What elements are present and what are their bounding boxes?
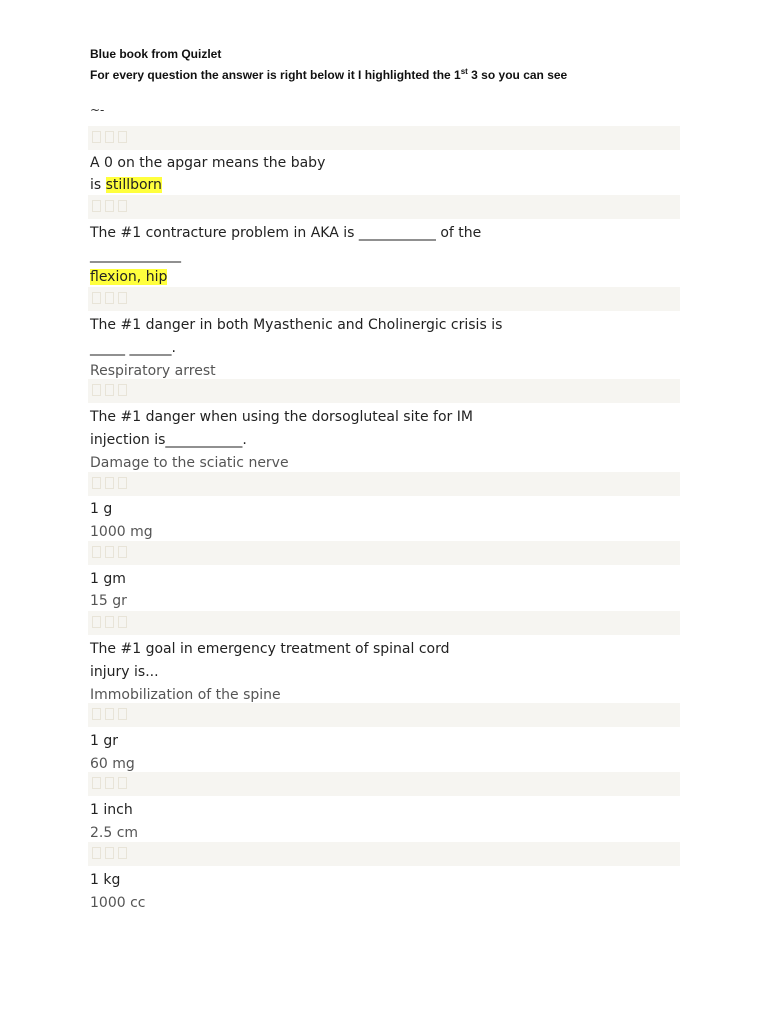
card-question: The #1 goal in emergency treatment of spinal cord	[90, 641, 450, 657]
card-answer: Immobilization of the spine	[90, 687, 281, 703]
document-instructions: For every question the answer is right below it I highlighted the 1st 3 so you can see	[90, 67, 568, 82]
card-separator	[88, 772, 680, 796]
highlighted-answer: flexion, hip	[90, 269, 168, 285]
card-question: 1 inch	[90, 802, 133, 818]
card-question: 1 kg	[90, 872, 121, 888]
card-separator	[88, 541, 680, 565]
card-answer: 1000 cc	[90, 895, 146, 911]
card-answer: 2.5 cm	[90, 825, 139, 841]
card-answer: Damage to the sciatic nerve	[90, 455, 289, 471]
card-question-line2: _____________	[90, 247, 181, 263]
card-answer	[90, 266, 167, 288]
card-separator	[88, 287, 680, 311]
card-question-line2: _____ ______.	[90, 340, 176, 356]
card-question: The #1 danger when using the dorsogluteal site for IM	[90, 409, 473, 425]
card-question: 1 gr	[90, 733, 118, 749]
card-answer: Respiratory arrest	[90, 363, 216, 379]
card-separator	[88, 611, 680, 635]
card-question: The #1 contracture problem in AKA is ___________ of the	[90, 225, 482, 241]
card-question: A 0 on the apgar means the baby	[90, 155, 326, 171]
highlighted-answer: stillborn	[105, 177, 162, 193]
card-question-line2: injection is___________.	[90, 432, 247, 448]
card-question: 1 g	[90, 501, 113, 517]
card-answer: 15 gr	[90, 593, 127, 609]
card-answer: 60 mg	[90, 756, 135, 772]
card-question-line2: injury is...	[90, 664, 159, 680]
card-separator	[88, 842, 680, 866]
document-header	[90, 45, 567, 84]
stray-mark: ~-	[90, 103, 105, 117]
card-answer: 1000 mg	[90, 524, 153, 540]
card-separator	[88, 472, 680, 496]
card-separator	[88, 379, 680, 403]
card-question: The #1 danger in both Myasthenic and Cholinergic crisis is	[90, 317, 503, 333]
card-question: 1 gm	[90, 571, 126, 587]
card-separator	[88, 126, 680, 150]
card-separator	[88, 703, 680, 727]
document-title: Blue book from Quizlet	[90, 47, 222, 61]
card-question-line2: is stillborn	[90, 177, 162, 193]
card-separator	[88, 195, 680, 219]
